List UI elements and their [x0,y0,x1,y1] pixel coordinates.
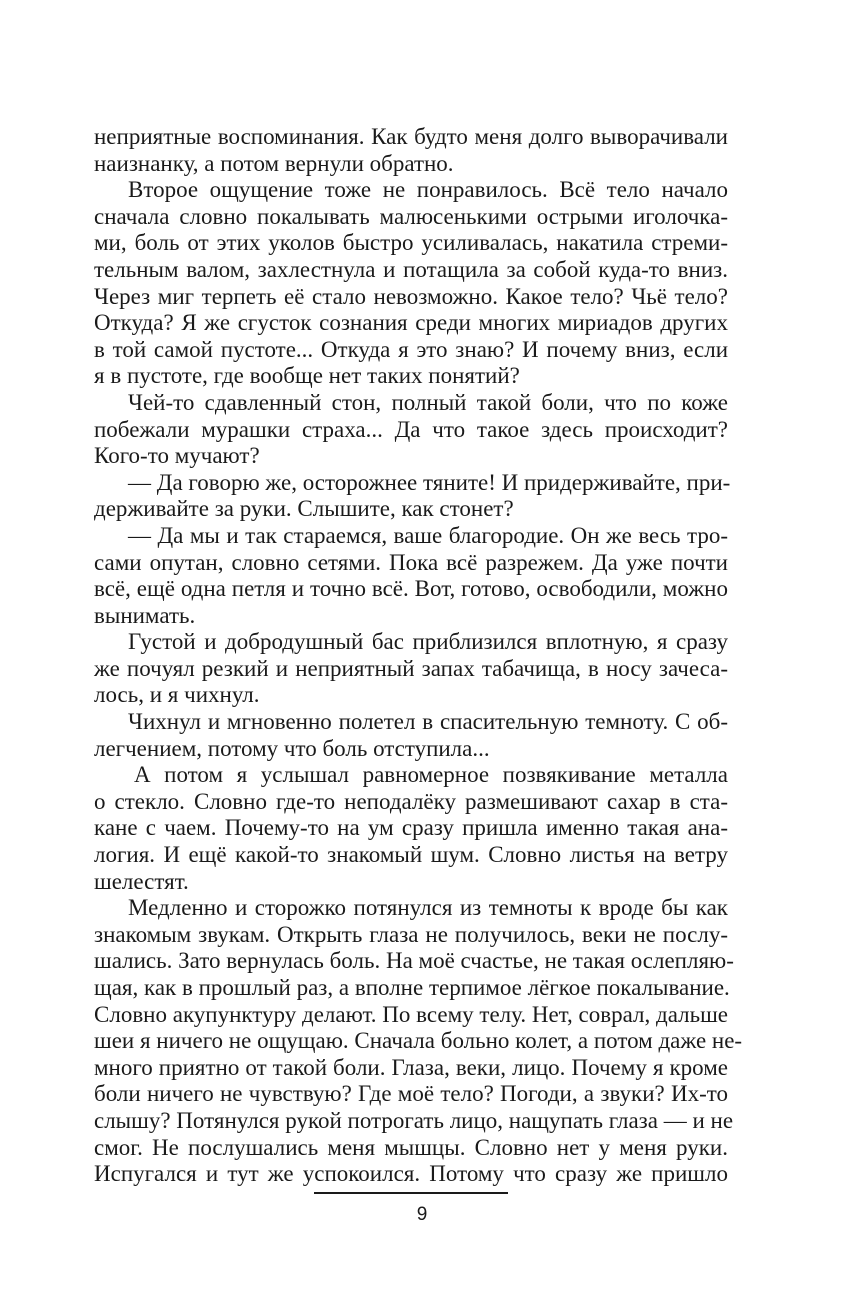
paragraph-start-line: Чей-то сдавленный стон, полный такой боли, что по коже [128,389,728,415]
text-line: Через миг терпеть её стало невозможно. Какое тело? Чьё тело? [94,283,728,309]
body-text [94,124,743,1188]
text-line: побежали мурашки страха... Да что такое здесь происходит? [94,416,728,442]
text-line: Кого-то мучают? [94,443,260,469]
text-line: в той самой пустоте... Откуда я это знаю? И почему вниз, если [94,336,728,362]
text-line: смог. Не послушались меня мышцы. Словно нет у меня руки. [94,1134,728,1160]
text-line: щая, как в прошлый раз, а вполне терпимое лёгкое покалывание. [94,975,730,1000]
paragraph-start-line: Чихнул и мгновенно полетел в спасительную темноту. С об- [128,709,728,735]
text-line: тельным валом, захлестнула и потащила за собой куда-то вниз. [94,256,728,282]
text-line: сначала словно покалывать малюсенькими острыми иголочка- [94,203,728,229]
text-line: слышу? Потянулся рукой потрогать лицо, нащупать глаза — и не [94,1107,734,1133]
page-number: 9 [416,1204,428,1225]
text-line: о стекло. Словно где-то неподалёку размешивают сахар в ста- [94,788,728,814]
text-line: шались. Зато вернулась боль. На моё счастье, не такая ослепляю- [94,948,734,974]
text-line: шелестят. [94,868,189,894]
text-line: наизнанку, а потом вернули обратно. [94,150,454,176]
dialogue-line: — Да мы и так стараемся, ваше благородие. Он же весь тро- [128,522,728,548]
text-line: Откуда? Я же сгусток сознания среди многих мириадов других [94,310,728,336]
text-line: же почуял резкий и неприятный запах табачища, в носу зачеса- [94,655,728,681]
text-line: кане с чаем. Почему-то на ум сразу пришла именно такая ана- [94,815,728,841]
text-line: легчением, потому что боль отступила... [94,735,490,761]
paragraph-start-line: А потом я услышал равномерное позвякивание металла [134,762,728,788]
text-line: я в пустоте, где вообще нет таких понятий? [94,363,520,389]
footer-divider [314,1192,508,1194]
text-line: много приятно от такой боли. Глаза, веки, лицо. Почему я кроме [94,1054,728,1080]
text-line: неприятные воспоминания. Как будто меня долго выворачивали [94,124,728,149]
text-line: боли ничего не чувствую? Где моё тело? Погоди, а звуки? Их-то [94,1081,728,1107]
paragraph-start-line: Медленно и сторожко потянулся из темноты к вроде бы как [128,895,728,921]
dialogue-line: — Да говорю же, осторожнее тяните! И придерживайте, при- [128,469,731,495]
text-line: ми, боль от этих уколов быстро усиливалась, накатила стреми- [94,230,728,256]
text-line: Словно акупунктуру делают. По всему телу. Нет, соврал, дальше [94,1001,728,1027]
paragraph-start-line: Густой и добродушный бас приблизился вплотную, я сразу [128,629,728,655]
text-line: сами опутан, словно сетями. Пока всё разрежем. Да уже почти [94,549,728,575]
text-line: лось, и я чихнул. [94,682,260,708]
text-line: держивайте за руки. Слышите, как стонет? [94,496,514,522]
paragraph-start-line: Второе ощущение тоже не понравилось. Всё тело начало [128,177,728,203]
text-line: шеи я ничего не ощущаю. Сначала больно колет, а потом даже не- [94,1028,743,1054]
text-line: логия. И ещё какой-то знакомый шум. Словно листья на ветру [94,842,728,868]
text-line: всё, ещё одна петля и точно всё. Вот, готово, освободили, можно [94,576,728,602]
text-line: знакомым звукам. Открыть глаза не получилось, веки не послу- [94,921,728,947]
text-line: вынимать. [94,602,196,628]
text-line: Испугался и тут же успокоился. Потому что сразу же пришло [94,1161,728,1187]
